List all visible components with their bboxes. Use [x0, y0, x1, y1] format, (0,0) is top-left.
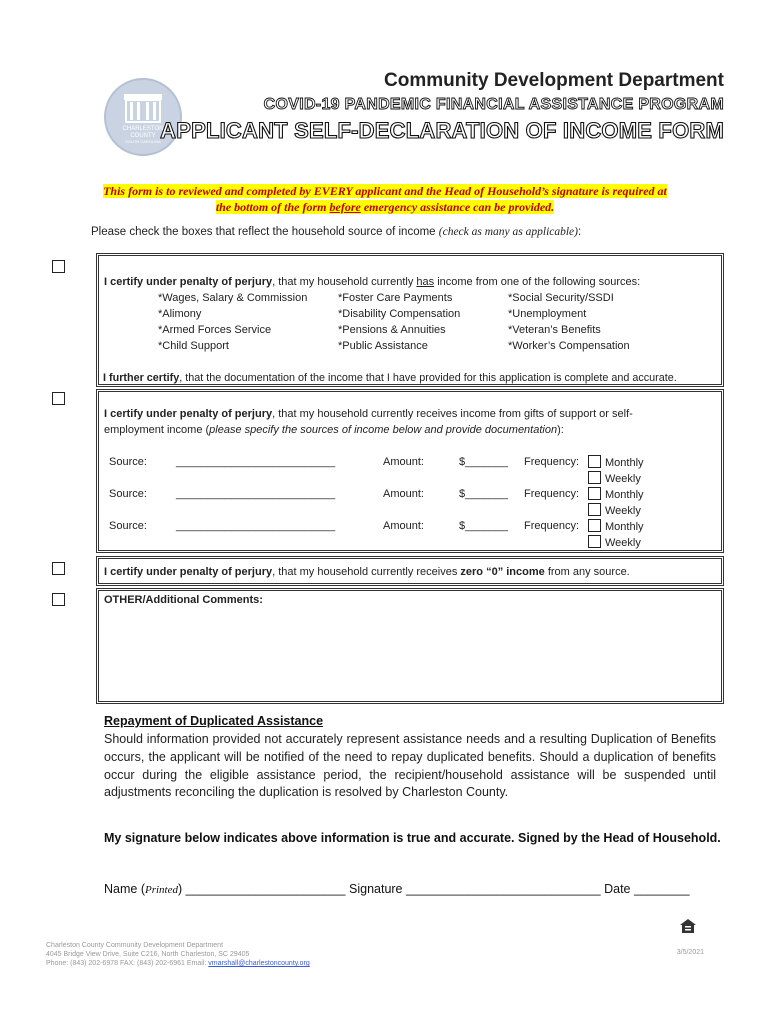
- frequency-weekly-option[interactable]: Weekly: [588, 535, 641, 549]
- checkbox-weekly[interactable]: [588, 503, 601, 516]
- seal-text-3: SOUTH CAROLINA: [125, 139, 161, 144]
- repayment-heading: Repayment of Duplicated Assistance: [104, 714, 324, 728]
- further-certify: I further certify, that the documentation of the income that I have provided for this application is complete and accurate.: [103, 372, 677, 384]
- checkbox-weekly[interactable]: [588, 471, 601, 484]
- amount-field[interactable]: $_______: [459, 520, 508, 532]
- source-item: *Child Support: [158, 340, 229, 352]
- amount-field[interactable]: $_______: [459, 456, 508, 468]
- amount-label: Amount:: [383, 456, 424, 468]
- notice-line-1: This form is to reviewed and completed by EVERY applicant and the Head of Household’s signature is required at: [103, 184, 667, 198]
- signature-line[interactable]: Name (Printed) _______________________ Signature ____________________________ Date ________: [104, 882, 690, 896]
- frequency-label: Frequency:: [524, 488, 580, 500]
- frequency-weekly-option[interactable]: Weekly: [588, 503, 641, 517]
- checkbox-monthly[interactable]: [588, 487, 601, 500]
- source-field[interactable]: __________________________: [176, 520, 336, 532]
- signature-statement: My signature below indicates above information is true and accurate. Signed by the Head of Household.: [104, 831, 721, 845]
- checkbox-monthly[interactable]: [588, 519, 601, 532]
- certify-gift-income-2: employment income (please specify the sources of income below and provide documentation):: [104, 424, 564, 436]
- department-title: Community Development Department: [384, 70, 724, 91]
- comments-label: OTHER/Additional Comments:: [104, 594, 263, 606]
- form-title: APPLICANT SELF-DECLARATION OF INCOME FORM: [160, 118, 724, 143]
- frequency-label: Frequency:: [524, 456, 580, 468]
- check-instruction: Please check the boxes that reflect the household source of income (check as many as applicable):: [91, 226, 582, 238]
- source-item: *Unemployment: [508, 308, 587, 320]
- notice-before: before: [329, 200, 361, 214]
- section-has-income: [96, 253, 724, 387]
- source-item: *Armed Forces Service: [158, 324, 272, 336]
- checkbox-has-income[interactable]: [52, 260, 65, 273]
- checkbox-gift-income[interactable]: [52, 392, 65, 405]
- frequency-weekly-option[interactable]: Weekly: [588, 471, 641, 485]
- amount-label: Amount:: [383, 488, 424, 500]
- seal-text-2: COUNTY: [130, 133, 156, 139]
- checkbox-other[interactable]: [52, 593, 65, 606]
- source-label: Source:: [109, 520, 147, 532]
- source-item: *Veteran’s Benefits: [508, 324, 601, 336]
- frequency-monthly-option[interactable]: Monthly: [588, 487, 644, 501]
- checkbox-weekly[interactable]: [588, 535, 601, 548]
- frequency-monthly-option[interactable]: Monthly: [588, 519, 644, 533]
- instruction-notice: This form is to reviewed and completed by EVERY applicant and the Head of Household’s signature is required at the bottom of the form before emergency assistance can be provided.: [103, 184, 667, 214]
- source-item: *Worker’s Compensation: [508, 340, 630, 352]
- source-label: Source:: [109, 488, 147, 500]
- county-seal-logo: [104, 78, 182, 156]
- source-item: *Pensions & Annuities: [338, 324, 446, 336]
- source-item: *Foster Care Payments: [338, 292, 453, 304]
- footer-date: 3/5/2021: [676, 949, 704, 956]
- certify-gift-income-1: I certify under penalty of perjury, that my household currently receives income from gifts of support or self-: [104, 408, 633, 420]
- frequency-label: Frequency:: [524, 520, 580, 532]
- checkbox-zero-income[interactable]: [52, 562, 65, 575]
- source-item: *Wages, Salary & Commission: [158, 292, 308, 304]
- source-item: *Disability Compensation: [338, 308, 461, 320]
- source-item: *Public Assistance: [338, 340, 428, 352]
- program-title: COVID-19 PANDEMIC FINANCIAL ASSISTANCE PROGRAM: [263, 96, 724, 113]
- checkbox-monthly[interactable]: [588, 455, 601, 468]
- footer-address: Charleston County Community Development Department 4045 Bridge View Drive, Suite C216, North Charleston, SC 29405 Phone: (843) 202-6978 FAX: (843) 202-6961 Email: vmarshall@charlestoncounty.org: [46, 942, 310, 967]
- source-item: *Social Security/SSDI: [508, 292, 614, 304]
- certify-has-income: I certify under penalty of perjury, that my household currently has income from one of the following sources:: [104, 276, 641, 288]
- frequency-monthly-option[interactable]: Monthly: [588, 455, 644, 469]
- source-item: *Alimony: [158, 308, 202, 320]
- footer-email-link[interactable]: vmarshall@charlestoncounty.org: [208, 960, 310, 967]
- source-field[interactable]: __________________________: [176, 488, 336, 500]
- source-label: Source:: [109, 456, 147, 468]
- certify-zero-income: I certify under penalty of perjury, that my household currently receives zero “0” income from any source.: [104, 566, 630, 578]
- amount-label: Amount:: [383, 520, 424, 532]
- source-field[interactable]: __________________________: [176, 456, 336, 468]
- repayment-body: Should information provided not accurately represent assistance needs and a resulting Duplication of Benefits occurs, the applicant will be notified of the need to repay duplicated benefits. Should a duplication of benefits occur during the eligible assistance period, the recipient/household assistance will be suspended until adjustments reconciling the duplication is resolved by Charleston County.: [104, 732, 716, 800]
- seal-text-1: CHARLESTON: [122, 126, 164, 132]
- amount-field[interactable]: $_______: [459, 488, 508, 500]
- equal-housing-icon: [680, 919, 696, 933]
